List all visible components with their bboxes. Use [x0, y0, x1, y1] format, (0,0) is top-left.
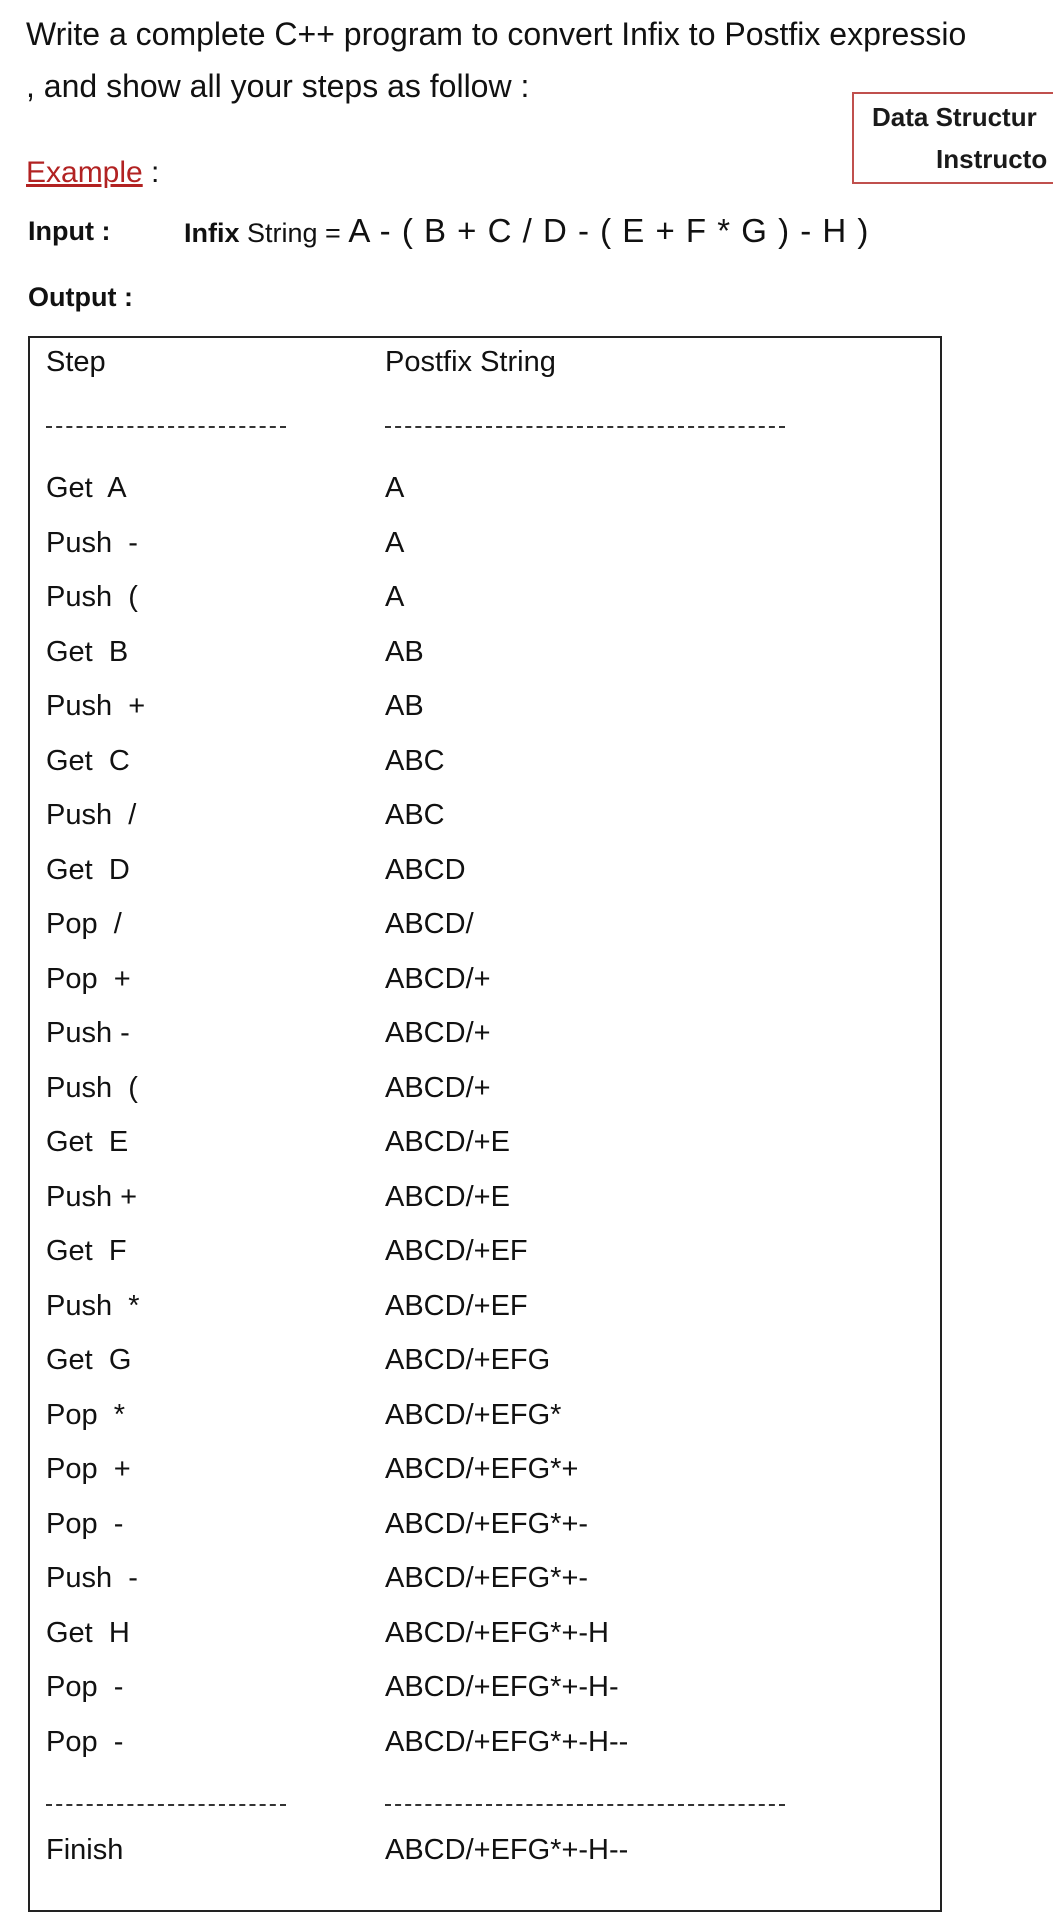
step-rows [30, 338, 940, 1910]
divider-bottom-left [46, 1804, 286, 1806]
finish-step: Finish [46, 1834, 124, 1866]
table-row [30, 904, 940, 958]
row-postfix: ABCD/+EFG*+-H- [385, 1671, 619, 1703]
table-row [30, 1558, 940, 1612]
row-step: Pop * [46, 1398, 125, 1431]
row-step: Pop - [46, 1725, 124, 1758]
course-subtitle: Instructo [936, 144, 1048, 174]
table-row [30, 686, 940, 740]
row-step: Push ( [46, 581, 138, 613]
row-postfix: ABCD/+EFG*+ [385, 1453, 579, 1485]
row-postfix: ABCD/+EFG [385, 1344, 551, 1376]
row-step: Pop + [46, 962, 131, 995]
row-step: Get F [46, 1235, 127, 1267]
table-row [30, 1068, 940, 1122]
example-word: Example [26, 156, 143, 189]
infix-expression: A - ( B + C / D - ( E + F * G ) - H ) [348, 212, 870, 249]
row-step: Push + [46, 1180, 138, 1213]
row-step: Get D [46, 853, 130, 886]
row-step: Pop - [46, 1507, 124, 1540]
row-step: Push - [46, 1562, 138, 1594]
row-postfix: ABC [385, 799, 445, 831]
row-postfix: A [385, 581, 405, 613]
row-postfix: ABC [385, 744, 445, 777]
output-label: Output : [28, 282, 133, 312]
row-postfix: ABCD/+E [385, 1180, 510, 1213]
row-postfix: AB [385, 690, 424, 722]
table-row [30, 850, 940, 904]
row-step: Push - [46, 526, 138, 559]
row-postfix: AB [385, 635, 424, 668]
steps-table [28, 336, 942, 1912]
row-step: Pop / [46, 908, 122, 940]
table-row [30, 1667, 940, 1721]
row-postfix: A [385, 472, 405, 504]
row-step: Push ( [46, 1071, 138, 1104]
row-postfix: ABCD/+EF [385, 1289, 528, 1322]
row-postfix: ABCD/+EF [385, 1235, 528, 1267]
finish-postfix: ABCD/+EFG*+-H-- [385, 1834, 629, 1866]
table-row [30, 1122, 940, 1176]
infix-string-label: String = [239, 218, 349, 248]
row-postfix: ABCD/+ [385, 962, 491, 995]
table-row [30, 468, 940, 522]
row-postfix: ABCD/+EFG*+- [385, 1507, 589, 1540]
table-row [30, 1231, 940, 1285]
question-line-2: , and show all your steps as follow : [26, 68, 530, 104]
row-step: Get B [46, 635, 129, 668]
table-row [30, 577, 940, 631]
header-step: Step [46, 346, 106, 378]
row-postfix: ABCD/+EFG* [385, 1398, 562, 1431]
row-postfix: ABCD/+E [385, 1126, 510, 1158]
header-postfix-string: Postfix String [385, 346, 556, 378]
row-postfix: ABCD/+EFG*+-H-- [385, 1725, 629, 1758]
row-step: Get H [46, 1616, 130, 1649]
divider-bottom-right [385, 1804, 785, 1806]
question-line-1: Write a complete C++ program to convert Infix to Postfix expressio [26, 16, 967, 52]
table-row [30, 795, 940, 849]
table-row [30, 1286, 940, 1340]
example-heading [26, 156, 159, 190]
row-step: Get G [46, 1344, 132, 1376]
row-postfix: ABCD [385, 853, 466, 886]
course-box [852, 92, 1053, 184]
row-step: Get E [46, 1126, 129, 1158]
row-step: Push + [46, 690, 146, 722]
table-row [30, 1177, 940, 1231]
table-row [30, 1504, 940, 1558]
table-row [30, 1613, 940, 1667]
row-step: Pop - [46, 1671, 124, 1703]
table-row [30, 1013, 940, 1067]
course-title: Data Structur [872, 102, 1037, 132]
input-label: Input : [28, 216, 111, 246]
row-postfix: ABCD/+ [385, 1071, 491, 1104]
table-row [30, 959, 940, 1013]
row-postfix: ABCD/+ [385, 1017, 491, 1049]
infix-line [184, 212, 869, 250]
row-step: Push - [46, 1017, 130, 1049]
row-step: Push * [46, 1289, 140, 1322]
infix-word: Infix [184, 218, 240, 248]
row-step: Push / [46, 799, 137, 831]
table-row [30, 523, 940, 577]
table-row [30, 1340, 940, 1394]
table-row [30, 741, 940, 795]
table-row [30, 1395, 940, 1449]
row-step: Get A [46, 472, 127, 504]
table-row [30, 1449, 940, 1503]
row-postfix: A [385, 526, 405, 559]
example-colon: : [142, 156, 160, 189]
row-postfix: ABCD/ [385, 908, 474, 940]
table-row [30, 632, 940, 686]
row-step: Pop + [46, 1453, 131, 1485]
row-postfix: ABCD/+EFG*+-H [385, 1616, 609, 1649]
table-row [30, 1722, 940, 1776]
row-postfix: ABCD/+EFG*+- [385, 1562, 589, 1594]
row-step: Get C [46, 744, 130, 777]
